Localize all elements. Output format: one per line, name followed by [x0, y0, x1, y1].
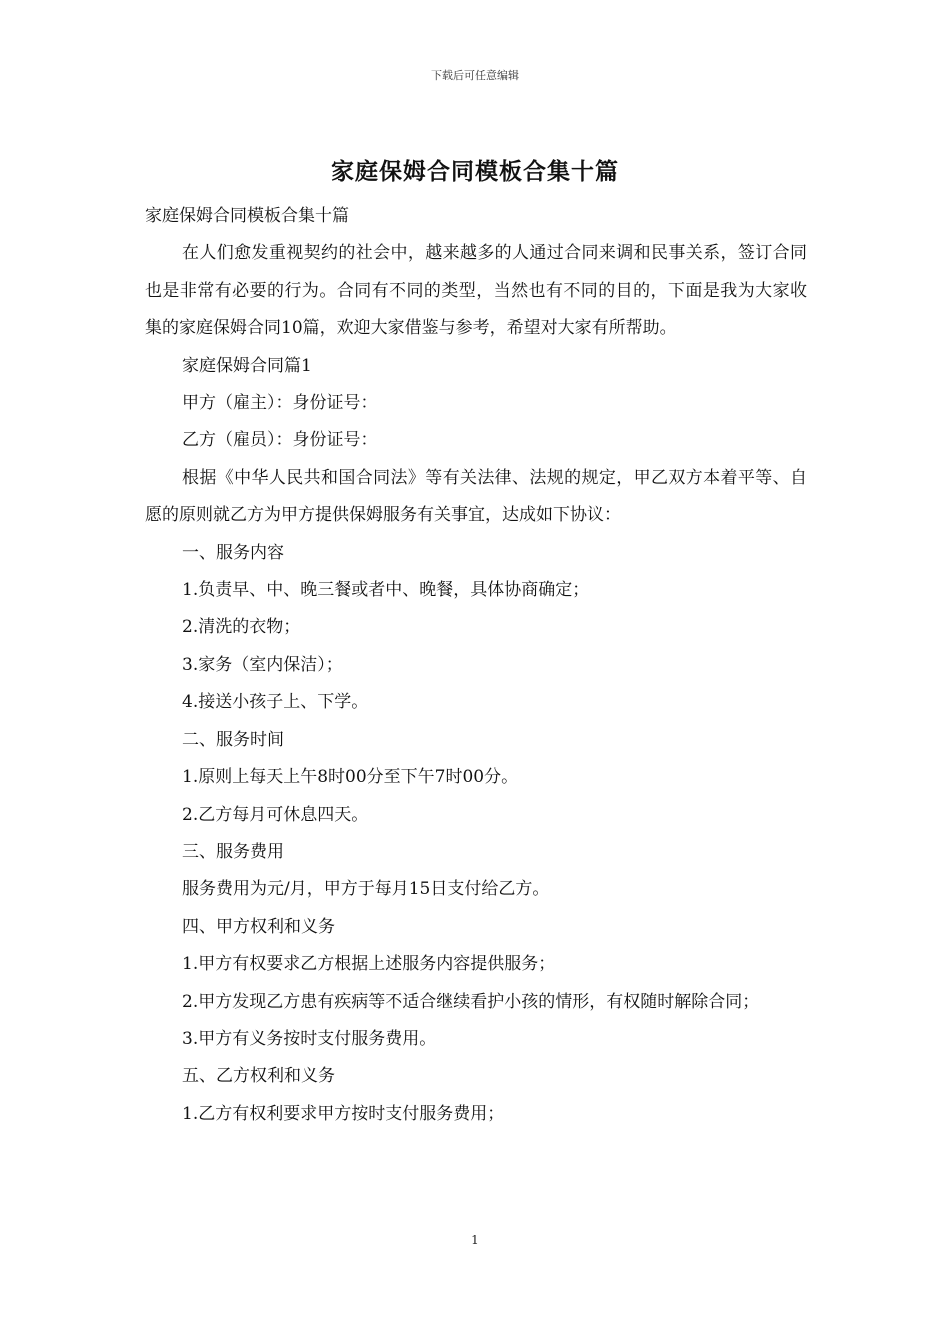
document-body	[145, 198, 807, 1133]
list-item: 4.接送小孩子上、下学。	[182, 692, 369, 713]
header-note: 下载后可任意编辑	[431, 69, 519, 82]
list-item: 2.甲方发现乙方患有疾病等不适合继续看护小孩的情形，有权随时解除合同；	[182, 991, 760, 1012]
list-item: 2.清洗的衣物；	[182, 617, 301, 638]
list-item: 3.家务（室内保洁）；	[182, 654, 343, 675]
party-b-line: 乙方（雇员）：身份证号：	[182, 430, 378, 451]
fee-paragraph: 服务费用为元/月，甲方于每月15日支付给乙方。	[182, 879, 550, 900]
list-item: 3.甲方有义务按时支付服务费用。	[182, 1028, 437, 1049]
legal-basis-paragraph: 根据《中华人民共和国合同法》等有关法律、法规的规定，甲乙双方本着平等、自愿的原则就乙方为甲方提供保姆服务有关事宜，达成如下协议：	[145, 467, 807, 526]
list-item: 1.乙方有权利要求甲方按时支付服务费用；	[182, 1103, 505, 1124]
heading-service-fee: 三、服务费用	[182, 841, 284, 862]
list-item: 2.乙方每月可休息四天。	[182, 804, 369, 825]
list-item: 1.负责早、中、晚三餐或者中、晚餐，具体协商确定；	[182, 580, 590, 601]
party-a-line: 甲方（雇主）：身份证号：	[182, 393, 378, 414]
document-title: 家庭保姆合同模板合集十篇	[331, 158, 619, 185]
heading-service-content: 一、服务内容	[182, 542, 284, 563]
heading-service-time: 二、服务时间	[182, 729, 284, 750]
list-item: 1.原则上每天上午8时00分至下午7时00分。	[182, 767, 519, 788]
section-heading-contract-1: 家庭保姆合同篇1	[182, 355, 312, 376]
list-item: 1.甲方有权要求乙方根据上述服务内容提供服务；	[182, 954, 556, 975]
page-number: 1	[471, 1233, 479, 1247]
heading-party-a-rights: 四、甲方权利和义务	[182, 916, 335, 937]
intro-paragraph: 在人们愈发重视契约的社会中，越来越多的人通过合同来调和民事关系，签订合同也是非常有必要的行为。合同有不同的类型，当然也有不同的目的，下面是我为大家收集的家庭保姆合同10篇，欢迎大家借鉴与参考，希望对大家有所帮助。	[145, 243, 807, 339]
heading-party-b-rights: 五、乙方权利和义务	[182, 1066, 335, 1087]
subtitle-line: 家庭保姆合同模板合集十篇	[145, 206, 349, 226]
